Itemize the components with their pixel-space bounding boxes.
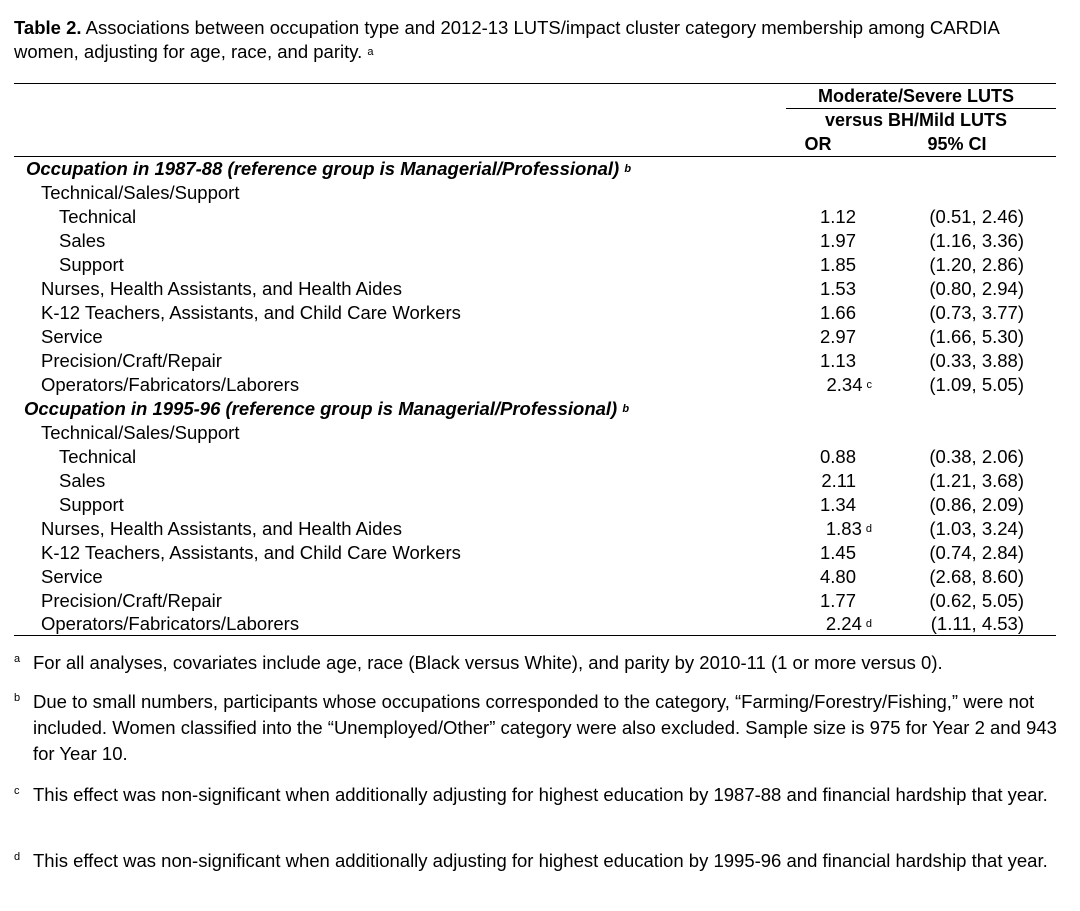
footnote-text: Due to small numbers, participants whose occupations corresponded to the category, “Farming/Forestry/Fishing,” were not included. Women classified into the “Unemployed/Other” category were also excluded. Sample size is 975 for Year 2 and 943 for Year 10.	[33, 691, 1057, 764]
footnote-text: This effect was non-significant when additionally adjusting for highest education by 1987-88 and financial hardship that year.	[33, 784, 1048, 805]
table-row	[0, 373, 1080, 397]
row-label: Nurses, Health Assistants, and Health Aides	[41, 518, 402, 539]
row-label: Support	[59, 254, 124, 275]
row-label: K-12 Teachers, Assistants, and Child Care Workers	[41, 542, 461, 563]
row-label: Precision/Craft/Repair	[41, 590, 222, 611]
table-row	[0, 301, 1080, 325]
or-value: 2.97	[819, 326, 856, 347]
row-label: K-12 Teachers, Assistants, and Child Care Workers	[41, 302, 461, 323]
ci-value: (1.11, 4.53)	[930, 613, 1024, 634]
column-group-header-line2: versus BH/Mild LUTS	[824, 110, 1008, 130]
row-label: Technical	[59, 446, 137, 467]
section-title: Occupation in 1987-88 (reference group is Managerial/Professional)	[26, 158, 620, 179]
ci-value: (1.20, 2.86)	[929, 254, 1024, 275]
footnote-mark: b	[14, 692, 21, 704]
footnote-mark: a	[14, 653, 21, 665]
row-label: Sales	[59, 470, 106, 491]
table-row	[0, 349, 1080, 373]
table-row	[0, 229, 1080, 253]
footnote-mark: d	[14, 851, 21, 863]
footnote-text: For all analyses, covariates include age, race (Black versus White), and parity by 2010-11 (1 or more versus 0).	[33, 652, 943, 673]
footnote-text: This effect was non-significant when additionally adjusting for highest education by 1995-96 and financial hardship that year.	[33, 850, 1048, 871]
group-row	[0, 181, 1080, 205]
section-header-1995	[0, 397, 1080, 421]
or-value: 1.12	[819, 206, 856, 227]
table-row	[0, 541, 1080, 565]
caption-footnote-mark: a	[367, 46, 374, 58]
or-value: 1.13	[819, 350, 856, 371]
ci-value: (0.33, 3.88)	[929, 350, 1024, 371]
table-row	[0, 493, 1080, 517]
column-header-ci: 95% CI	[927, 134, 987, 154]
ci-value: (0.51, 2.46)	[929, 206, 1024, 227]
footnote-mark: d	[865, 618, 872, 630]
footnote-mark: c	[866, 379, 872, 391]
or-value: 4.80	[819, 566, 856, 587]
ci-value: (0.62, 5.05)	[929, 590, 1024, 611]
section-header-1987	[0, 157, 1080, 181]
table-caption	[14, 16, 1064, 64]
or-value: 2.34	[826, 374, 863, 395]
group-row	[0, 421, 1080, 445]
ci-value: (1.66, 5.30)	[929, 326, 1024, 347]
row-label: Service	[41, 326, 103, 347]
caption-text: Associations between occupation type and 2012-13 LUTS/impact cluster category membership among CARDIA women, adjusting for age, race, and parity.	[14, 17, 999, 62]
table-row	[0, 253, 1080, 277]
ci-value: (2.68, 8.60)	[929, 566, 1024, 587]
column-group-header-line1: Moderate/Severe LUTS	[817, 86, 1015, 106]
or-value: 1.83	[825, 518, 862, 539]
table-row	[0, 205, 1080, 229]
footnote-mark: b	[622, 403, 630, 415]
table-row	[0, 612, 1080, 636]
ci-value: (0.86, 2.09)	[929, 494, 1024, 515]
or-value: 1.97	[819, 230, 856, 251]
ci-value: (1.09, 5.05)	[929, 374, 1024, 395]
ci-value: (1.03, 3.24)	[929, 518, 1024, 539]
table-row	[0, 589, 1080, 613]
footnote-mark: d	[865, 523, 872, 535]
ci-value: (1.16, 3.36)	[929, 230, 1024, 251]
table-row	[0, 517, 1080, 541]
or-value: 1.66	[819, 302, 856, 323]
row-label: Support	[59, 494, 124, 515]
or-value: 1.45	[819, 542, 856, 563]
table-label: Table 2.	[14, 17, 82, 38]
ci-value: (0.73, 3.77)	[929, 302, 1024, 323]
section-title: Occupation in 1995-96 (reference group is Managerial/Professional)	[24, 398, 618, 419]
footnote-mark: b	[624, 163, 632, 175]
or-value: 1.77	[819, 590, 856, 611]
table-row	[0, 325, 1080, 349]
ci-value: (0.74, 2.84)	[929, 542, 1024, 563]
group-label: Technical/Sales/Support	[41, 182, 240, 203]
or-value: 0.88	[819, 446, 856, 467]
column-header-or: OR	[804, 134, 832, 154]
table-row	[0, 445, 1080, 469]
or-value: 2.24	[825, 613, 862, 634]
row-label: Sales	[59, 230, 106, 251]
row-label: Operators/Fabricators/Laborers	[41, 613, 300, 634]
row-label: Service	[41, 566, 103, 587]
row-label: Technical	[59, 206, 137, 227]
or-value: 2.11	[821, 470, 856, 491]
or-value: 1.34	[819, 494, 856, 515]
or-value: 1.53	[819, 278, 856, 299]
table-row	[0, 277, 1080, 301]
group-label: Technical/Sales/Support	[41, 422, 240, 443]
table-row	[0, 469, 1080, 493]
row-label: Nurses, Health Assistants, and Health Aides	[41, 278, 402, 299]
ci-value: (0.38, 2.06)	[929, 446, 1024, 467]
or-value: 1.85	[819, 254, 856, 275]
footnote-mark: c	[14, 785, 20, 797]
ci-value: (0.80, 2.94)	[929, 278, 1024, 299]
ci-value: (1.21, 3.68)	[929, 470, 1024, 491]
row-label: Operators/Fabricators/Laborers	[41, 374, 300, 395]
row-label: Precision/Craft/Repair	[41, 350, 222, 371]
table-row	[0, 565, 1080, 589]
